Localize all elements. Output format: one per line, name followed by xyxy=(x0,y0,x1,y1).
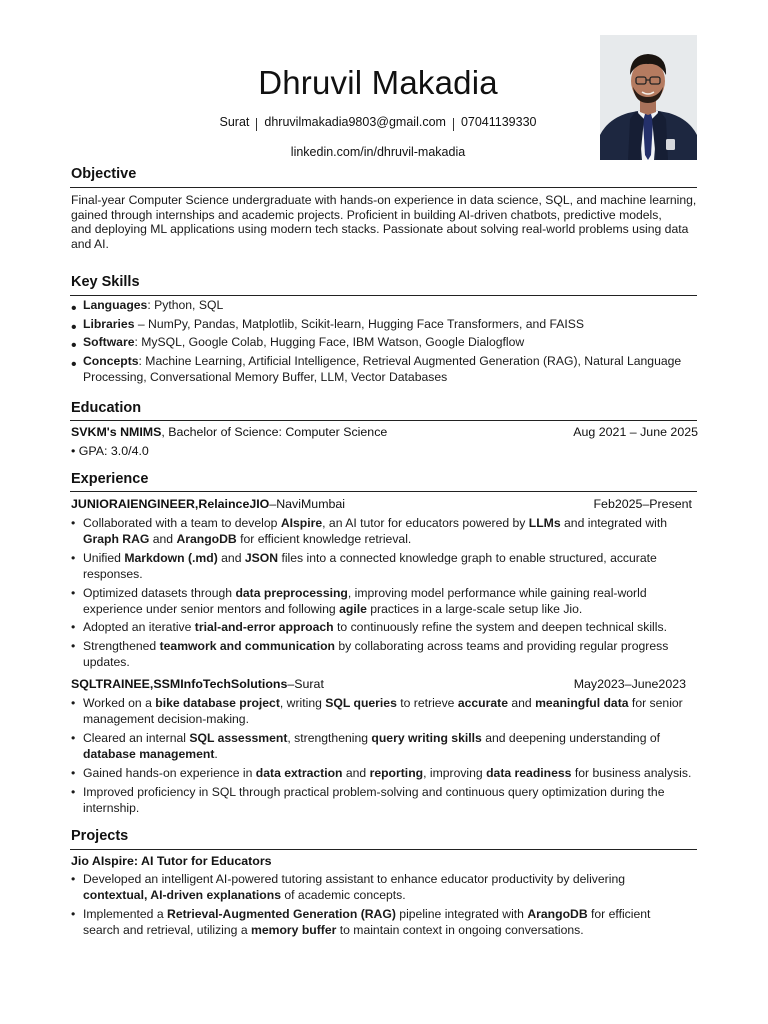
education-dates: Aug 2021 – June 2025 xyxy=(573,425,698,439)
bullet-dot: • xyxy=(71,620,76,634)
bullet-dot: • xyxy=(71,551,76,565)
gpa: • GPA: 3.0/4.0 xyxy=(71,444,149,458)
bold-term: trial-and-error approach xyxy=(194,620,334,634)
project-title xyxy=(71,854,698,868)
city: Surat xyxy=(219,115,250,129)
job-bullet xyxy=(71,785,697,816)
bold-term: ArangoDB xyxy=(176,531,237,546)
bullet-dot: • xyxy=(71,337,77,354)
bold-term: bike database project xyxy=(155,696,280,710)
section-title-experience: Experience xyxy=(71,471,149,487)
separator xyxy=(256,118,257,131)
bullet-dot: • xyxy=(71,300,77,317)
bullet-dot: • xyxy=(71,319,77,336)
job-bullet xyxy=(71,586,697,617)
objective-line: Final-year Computer Science undergraduate with hands-on experience in data science, SQL, and machine learning, xyxy=(71,193,697,207)
section-title-key-skills: Key Skills xyxy=(71,274,140,290)
bullet-dot: • xyxy=(71,586,76,600)
bullet-dot: • xyxy=(71,785,76,799)
project-name: Jio AIspire: AI Tutor for Educators xyxy=(71,854,272,868)
separator xyxy=(453,118,454,131)
bullet-dot: • xyxy=(71,696,76,710)
job-bullet xyxy=(71,766,697,782)
objective-line: and deploying ML applications using modern tech stacks. Passionate about solving real-world problems using data xyxy=(71,222,689,237)
job-header xyxy=(71,497,692,511)
job-place: –NaviMumbai xyxy=(269,497,346,511)
skill-item xyxy=(71,298,697,317)
skill-text: : Machine Learning, Artificial Intelligence, Retrieval Augmented Generation (RAG), Natural Language xyxy=(138,354,682,368)
bold-term: data readiness xyxy=(486,766,572,780)
bold-term: agile xyxy=(339,601,367,616)
bullet-text: Implemented a Retrieval-Augmented Generation (RAG) pipeline integrated with ArangoDB for efficient search and retrieval, utilizing a memory buffer to maintain context in ongoing conversations. xyxy=(83,907,651,937)
bold-term: query writing skills xyxy=(371,731,482,745)
section-title-objective: Objective xyxy=(71,166,137,182)
contact-line xyxy=(0,115,756,131)
bold-term: SQL queries xyxy=(325,696,397,710)
linkedin-link[interactable]: linkedin.com/in/dhruvil-makadia xyxy=(290,145,466,159)
job-bullet xyxy=(71,731,697,762)
skill-text: Processing, Conversational Memory Buffer, LLM, Vector Databases xyxy=(83,369,448,384)
bold-term: LLMs xyxy=(528,516,561,530)
bullet-dot: • xyxy=(71,731,76,745)
project-bullet xyxy=(71,907,697,938)
school-name: SVKM's NMIMS xyxy=(71,425,162,439)
skill-label: Software xyxy=(83,335,135,349)
skill-item xyxy=(71,354,697,385)
bullet-text: Gained hands-on experience in data extraction and reporting, improving data readiness for business analysis. xyxy=(83,766,692,780)
skill-label: Languages xyxy=(83,298,148,312)
section-divider xyxy=(70,420,697,421)
bold-term: Markdown (.md) xyxy=(124,551,218,565)
degree: , Bachelor of Science: Computer Science xyxy=(161,425,388,439)
bold-term: JSON xyxy=(244,551,279,565)
bullet-dot: • xyxy=(71,516,76,530)
bold-term: Retrieval-Augmented Generation (RAG) xyxy=(167,907,396,921)
bold-term: SQL assessment xyxy=(189,731,288,745)
bold-term: accurate xyxy=(457,696,508,710)
job-role: JUNIORAIENGINEER,RelainceJIO xyxy=(71,497,270,511)
job-bullet xyxy=(71,620,697,636)
job-bullet xyxy=(71,516,697,547)
skill-item xyxy=(71,317,697,336)
bullet-dot: • xyxy=(71,639,76,653)
bullet-text: Improved proficiency in SQL through practical problem-solving and continuous query optimization during the internship. xyxy=(83,785,665,815)
job-bullet xyxy=(71,551,697,582)
linkedin-line xyxy=(0,145,756,159)
skill-label: Libraries xyxy=(83,317,135,331)
skill-label: Concepts xyxy=(83,354,139,368)
job-place: –Surat xyxy=(287,677,324,691)
candidate-name: Dhruvil Makadia xyxy=(258,64,498,101)
job-bullet xyxy=(71,696,697,727)
project-bullet xyxy=(71,872,697,903)
bold-term: contextual, AI-driven explanations xyxy=(83,887,281,902)
bold-term: teamwork and communication xyxy=(159,639,335,653)
bold-term: reporting xyxy=(369,766,424,780)
bold-term: database management xyxy=(83,746,215,761)
bullet-text: Worked on a bike database project, writing SQL queries to retrieve accurate and meaningful data for senior management decision-making. xyxy=(83,696,683,726)
section-title-projects: Projects xyxy=(71,828,129,844)
objective-paragraph xyxy=(71,193,697,251)
bullet-dot: • xyxy=(71,907,76,921)
education-row xyxy=(71,425,698,439)
bold-term: data preprocessing xyxy=(235,586,348,600)
bullet-text: Strengthened teamwork and communication by collaborating across teams and providing regular progress updates. xyxy=(83,639,669,669)
bullet-text: Optimized datasets through data preprocessing, improving model performance while gaining real-world experience under senior mentors and following agile practices in a large-scale setup like Jio. xyxy=(83,586,647,616)
objective-line: gained through internships and academic projects. Proficient in building AI-driven chatbots, predictive models, xyxy=(71,207,662,222)
bold-term: Graph RAG xyxy=(83,531,150,546)
bullet-text: Developed an intelligent AI-powered tutoring assistant to enhance educator productivity by delivering contextual, AI-driven explanations of academic concepts. xyxy=(83,872,625,902)
skill-text: – NumPy, Pandas, Matplotlib, Scikit-learn, Hugging Face Transformers, and FAISS xyxy=(134,317,585,331)
email-link[interactable]: dhruvilmakadia9803@gmail.com xyxy=(264,115,446,129)
job-dates: Feb2025–Present xyxy=(593,497,692,511)
bullet-text: Collaborated with a team to develop AIspire, an AI tutor for educators powered by LLMs and integrated with Graph RAG and ArangoDB for efficient knowledge retrieval. xyxy=(83,516,667,546)
job-header xyxy=(71,677,686,691)
skill-item xyxy=(71,335,697,354)
section-divider xyxy=(70,187,697,188)
bullet-text: Cleared an internal SQL assessment, strengthening query writing skills and deepening understanding of database management. xyxy=(83,731,661,761)
bullet-text: Unified Markdown (.md) and JSON files into a connected knowledge graph to enable structured, accurate responses. xyxy=(83,551,657,581)
skill-text: : Python, SQL xyxy=(147,298,224,312)
objective-line: and AI. xyxy=(71,236,109,251)
skill-text: : MySQL, Google Colab, Hugging Face, IBM Watson, Google Dialogflow xyxy=(134,335,525,349)
bold-term: data extraction xyxy=(255,766,343,780)
section-divider xyxy=(70,849,697,850)
job-bullet xyxy=(71,639,697,670)
job-dates: May2023–June2023 xyxy=(573,677,686,691)
job-role: SQLTRAINEE,SSMInfoTechSolutions xyxy=(71,677,288,691)
bullet-text: Adopted an iterative trial-and-error approach to continuously refine the system and deepen technical skills. xyxy=(83,620,667,634)
bold-term: meaningful data xyxy=(535,696,629,710)
bold-term: AIspire xyxy=(280,516,323,530)
bullet-dot: • xyxy=(71,356,77,373)
bold-term: ArangoDB xyxy=(527,907,588,921)
section-divider xyxy=(70,295,697,296)
section-divider xyxy=(70,491,697,492)
bold-term: memory buffer xyxy=(251,922,337,937)
bullet-dot: • xyxy=(71,766,76,780)
bullet-dot: • xyxy=(71,872,76,886)
section-title-education: Education xyxy=(71,400,142,416)
phone-number: 07041139330 xyxy=(460,115,537,129)
